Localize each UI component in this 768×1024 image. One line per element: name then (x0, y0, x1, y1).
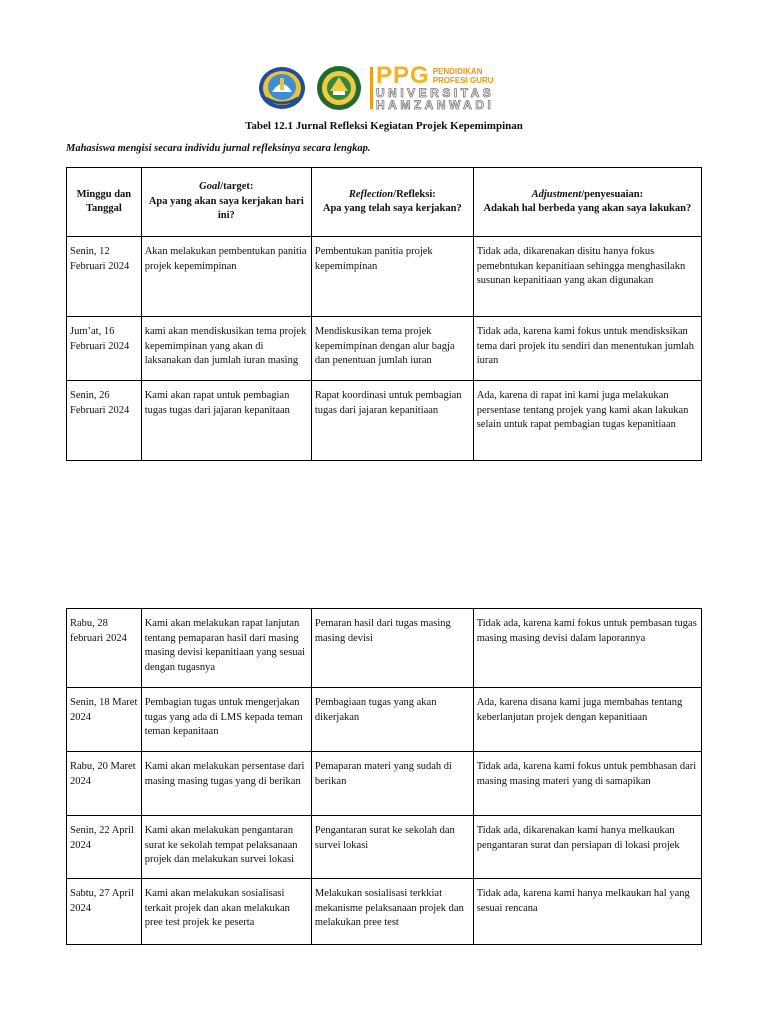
header-reflection (311, 168, 473, 237)
reflection-table-page-1 (66, 167, 702, 461)
table-row (67, 317, 702, 381)
cell-goal: Kami akan melakukan sosialisasi terkait projek dan akan melakukan pree test projek ke peserta (141, 879, 311, 945)
cell-reflection: Pemaparan materi yang sudah di berikan (311, 752, 473, 816)
univ-line2: HAMZANWADI (376, 98, 495, 112)
cell-date: Rabu, 28 februari 2024 (67, 609, 142, 688)
cell-date: Jum’at, 16 Februari 2024 (67, 317, 142, 381)
table-header-row (67, 168, 702, 237)
header-adjustment-rest: /penyesuaian: (581, 188, 644, 200)
header-reflection-em: Reflection (348, 188, 394, 200)
cell-adjustment: Tidak ada, dikarenakan kami hanya melkaukan pengantaran surat dan persiapan di lokasi projek (473, 816, 701, 879)
cell-date: Senin, 26 Februari 2024 (67, 381, 142, 461)
header-reflection-question: Apa yang telah saya kerjakan? (322, 203, 462, 214)
cell-adjustment: Tidak ada, karena kami fokus untuk pembhasan dari masing masing materi yang di samapikan (473, 752, 701, 816)
header-logos (258, 64, 494, 112)
table-row (67, 237, 702, 317)
cell-adjustment: Ada, karena di rapat ini kami juga melakukan persentase tentang projek yang kami akan lakukan selain untuk rapat pembagian tugas kepanitiaan (473, 381, 701, 461)
universitas-hamzanwadi-emblem-icon (314, 65, 364, 111)
table-row (67, 688, 702, 752)
cell-date: Senin, 12 Februari 2024 (67, 237, 142, 317)
cell-adjustment: Tidak ada, karena kami hanya melkaukan hal yang sesuai rencana (473, 879, 701, 945)
cell-goal: Akan melakukan pembentukan panitia projek kepemimpinan (141, 237, 311, 317)
table-row (67, 609, 702, 688)
header-adjustment-em: Adjustment (531, 188, 582, 200)
cell-adjustment: Tidak ada, karena kami fokus untuk pembasan tugas masing masing devisi dalam laporannya (473, 609, 701, 688)
cell-adjustment: Tidak ada, dikarenakan disitu hanya fokus pemebntukan kepanitiaan sehingga menghasilakn susunan kepanitiaan yang akan digunakan (473, 237, 701, 317)
reflection-table-page-2 (66, 608, 702, 945)
header-date (67, 168, 142, 237)
cell-reflection: Pembagiaan tugas yang akan dikerjakan (311, 688, 473, 752)
univ-line1: UNIVERSITAS (376, 86, 495, 100)
cell-adjustment: Tidak ada, karena kami fokus untuk mendisksikan tema dari projek itu sendiri dan menentukan jumlah iuran (473, 317, 701, 381)
header-goal-question: Apa yang akan saya kerjakan hari ini? (148, 195, 304, 222)
cell-reflection: Melakukan sosialisasi terkkiat mekanisme pelaksanaan projek dan melakukan pree test (311, 879, 473, 945)
ppg-logo-text: PPG (376, 62, 430, 89)
cell-date: Senin, 18 Maret 2024 (67, 688, 142, 752)
cell-reflection: Mendiskusikan tema projek kepemimpinan dengan alur bagja dan penentuan jumlah iuran (311, 317, 473, 381)
cell-goal: Kami akan melakukan pengantaran surat ke sekolah tempat pelaksanaan projek dan melakukan survei lokasi (141, 816, 311, 879)
cell-goal: Kami akan melakukan persentase dari masing masing tugas yang di berikan (141, 752, 311, 816)
cell-date: Rabu, 20 Maret 2024 (67, 752, 142, 816)
cell-goal: kami akan mendiskusikan tema projek kepemimpinan yang akan di laksanakan dan jumlah iuran masing (141, 317, 311, 381)
table-caption: Tabel 12.1 Jurnal Refleksi Kegiatan Projek Kepemimpinan (245, 120, 523, 132)
table-row (67, 816, 702, 879)
tut-wuri-handayani-logo-icon (258, 66, 306, 110)
table-row (67, 381, 702, 461)
cell-goal: Kami akan melakukan rapat lanjutan tentang pemaparan hasil dari masing masing devisi kepanitiaan yang sesuai dengan tugasnya (141, 609, 311, 688)
table-row (67, 879, 702, 945)
ppg-sub-line1: PENDIDIKAN (432, 67, 483, 76)
table-row (67, 752, 702, 816)
cell-adjustment: Ada, karena disana kami juga membahas tentang keberlanjutan projek dengan kepanitiaan (473, 688, 701, 752)
header-adjustment (473, 168, 701, 237)
cell-reflection: Pengantaran surat ke sekolah dan survei lokasi (311, 816, 473, 879)
cell-goal: Pembagian tugas untuk mengerjakan tugas yang ada di LMS kepada teman teman kepanitaan (141, 688, 311, 752)
ppg-sub-line2: PROFESI GURU (432, 76, 494, 85)
ppg-logo (370, 62, 495, 112)
cell-goal: Kami akan rapat untuk pembagian tugas tugas dari jajaran kepanitaan (141, 381, 311, 461)
cell-date: Sabtu, 27 April 2024 (67, 879, 142, 945)
cell-reflection: Rapat koordinasi untuk pembagian tugas dari jajaran kepanitiaan (311, 381, 473, 461)
cell-reflection: Pembentukan panitia projek kepemimpinan (311, 237, 473, 317)
instruction-text: Mahasiswa mengisi secara individu jurnal refleksinya secara lengkap. (66, 143, 371, 154)
header-goal (141, 168, 311, 237)
cell-date: Senin, 22 April 2024 (67, 816, 142, 879)
cell-reflection: Pemaran hasil dari tugas masing masing devisi (311, 609, 473, 688)
header-adjustment-question: Adakah hal berbeda yang akan saya lakukan? (483, 203, 692, 214)
header-reflection-rest: /Refleksi: (393, 188, 436, 200)
header-date-label: Minggu dan Tanggal (76, 188, 132, 214)
header-goal-rest: /target: (220, 181, 254, 193)
header-goal-em: Goal (199, 181, 221, 193)
